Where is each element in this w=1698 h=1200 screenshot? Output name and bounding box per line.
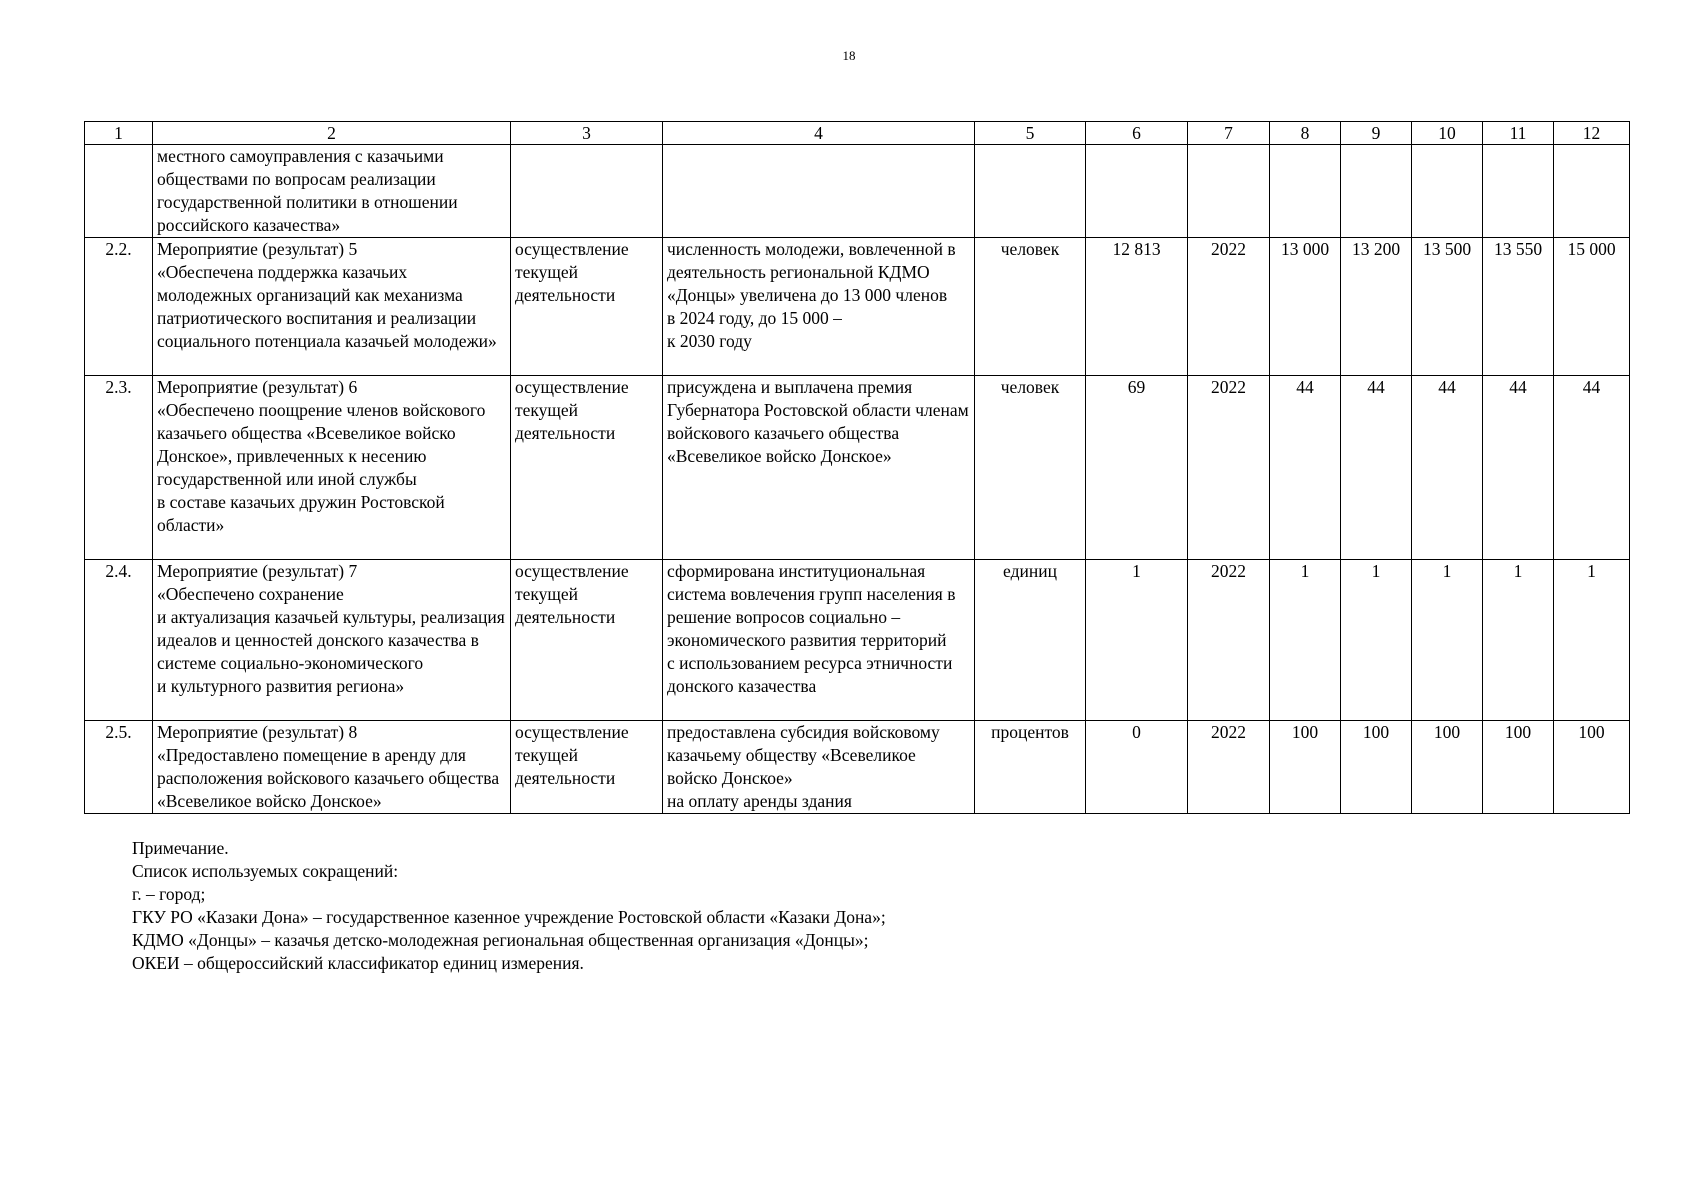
value-cell: 44 [1483, 376, 1554, 560]
column-header: 8 [1270, 122, 1341, 145]
abbreviations-heading: Список используемых сокращений: [132, 861, 399, 881]
row-number: 2.2. [85, 238, 153, 376]
measure-name: Мероприятие (результат) 6 «Обеспечено поощрение членов войскового казачьего общества «Всевеликое войско Донское», привлеченных к несению государственной или иной службы в составе казачьих дружин Ростовской области» [153, 376, 511, 560]
value-cell: 13 500 [1412, 238, 1483, 376]
value-cell: 100 [1341, 721, 1412, 814]
measure-description [663, 145, 975, 238]
value-cell: 13 550 [1483, 238, 1554, 376]
value-cell [1341, 145, 1412, 238]
value-cell: 13 000 [1270, 238, 1341, 376]
base-year: 2022 [1188, 238, 1270, 376]
row-number: 2.3. [85, 376, 153, 560]
base-value: 12 813 [1086, 238, 1188, 376]
value-cell: 44 [1270, 376, 1341, 560]
abbreviation-item: г. – город; [132, 884, 206, 904]
row-number: 2.4. [85, 560, 153, 721]
page-number: 18 [842, 48, 856, 63]
unit: человек [975, 238, 1086, 376]
base-year: 2022 [1188, 376, 1270, 560]
base-year: 2022 [1188, 721, 1270, 814]
value-cell: 100 [1483, 721, 1554, 814]
column-header: 4 [663, 122, 975, 145]
measure-type: осуществление текущей деятельности [511, 721, 663, 814]
column-header: 11 [1483, 122, 1554, 145]
row-number: 2.5. [85, 721, 153, 814]
measure-name: местного самоуправления с казачьими обществами по вопросам реализации государственной политики в отношении российского казачества» [153, 145, 511, 238]
notes-section [132, 837, 886, 975]
abbreviation-item: ОКЕИ – общероссийский классификатор единиц измерения. [132, 953, 584, 973]
measure-type: осуществление текущей деятельности [511, 238, 663, 376]
measure-description: сформирована институциональная система вовлечения групп населения в решение вопросов социально – экономического развития территорий с использованием ресурса этничности донского казачества [663, 560, 975, 721]
unit: процентов [975, 721, 1086, 814]
column-header: 9 [1341, 122, 1412, 145]
measures-table [84, 121, 1630, 814]
column-header: 6 [1086, 122, 1188, 145]
notes-title: Примечание. [132, 838, 229, 858]
table-row [85, 721, 1630, 814]
abbreviation-item: КДМО «Донцы» – казачья детско-молодежная региональная общественная организация «Донцы»; [132, 930, 869, 950]
table-header-row [85, 122, 1630, 145]
column-header: 2 [153, 122, 511, 145]
column-header: 3 [511, 122, 663, 145]
table-row [85, 238, 1630, 376]
column-header: 10 [1412, 122, 1483, 145]
table-row [85, 376, 1630, 560]
value-cell: 44 [1412, 376, 1483, 560]
value-cell: 1 [1554, 560, 1630, 721]
base-year: 2022 [1188, 560, 1270, 721]
value-cell [1412, 145, 1483, 238]
column-header: 5 [975, 122, 1086, 145]
column-header: 7 [1188, 122, 1270, 145]
measure-description: присуждена и выплачена премия Губернатора Ростовской области членам войскового казачьего общества «Всевеликое войско Донское» [663, 376, 975, 560]
measure-type [511, 145, 663, 238]
value-cell: 100 [1412, 721, 1483, 814]
value-cell [1270, 145, 1341, 238]
value-cell: 15 000 [1554, 238, 1630, 376]
value-cell: 100 [1270, 721, 1341, 814]
measure-name: Мероприятие (результат) 7 «Обеспечено сохранение и актуализация казачьей культуры, реализация идеалов и ценностей донского казачества в системе социально-экономического и культурного развития региона» [153, 560, 511, 721]
measure-description: предоставлена субсидия войсковому казачьему обществу «Всевеликое войско Донское» на оплату аренды здания [663, 721, 975, 814]
unit: единиц [975, 560, 1086, 721]
measure-description: численность молодежи, вовлеченной в деятельность региональной КДМО «Донцы» увеличена до 13 000 членов в 2024 году, до 15 000 – к 2030 году [663, 238, 975, 376]
column-header: 1 [85, 122, 153, 145]
value-cell: 1 [1270, 560, 1341, 721]
value-cell [1554, 145, 1630, 238]
abbreviation-item: ГКУ РО «Казаки Дона» – государственное казенное учреждение Ростовской области «Казаки Дона»; [132, 907, 886, 927]
measure-type: осуществление текущей деятельности [511, 376, 663, 560]
base-value [1086, 145, 1188, 238]
measure-name: Мероприятие (результат) 5 «Обеспечена поддержка казачьих молодежных организаций как механизма патриотического воспитания и реализации социального потенциала казачьей молодежи» [153, 238, 511, 376]
base-value: 69 [1086, 376, 1188, 560]
column-header: 12 [1554, 122, 1630, 145]
value-cell: 1 [1483, 560, 1554, 721]
unit [975, 145, 1086, 238]
value-cell [1483, 145, 1554, 238]
value-cell: 1 [1341, 560, 1412, 721]
value-cell: 44 [1341, 376, 1412, 560]
value-cell: 100 [1554, 721, 1630, 814]
base-year [1188, 145, 1270, 238]
value-cell: 13 200 [1341, 238, 1412, 376]
unit: человек [975, 376, 1086, 560]
base-value: 1 [1086, 560, 1188, 721]
table-row [85, 145, 1630, 238]
measure-name: Мероприятие (результат) 8 «Предоставлено помещение в аренду для расположения войскового казачьего общества «Всевеликое войско Донское» [153, 721, 511, 814]
measure-type: осуществление текущей деятельности [511, 560, 663, 721]
table-row [85, 560, 1630, 721]
value-cell: 44 [1554, 376, 1630, 560]
row-number [85, 145, 153, 238]
value-cell: 1 [1412, 560, 1483, 721]
base-value: 0 [1086, 721, 1188, 814]
